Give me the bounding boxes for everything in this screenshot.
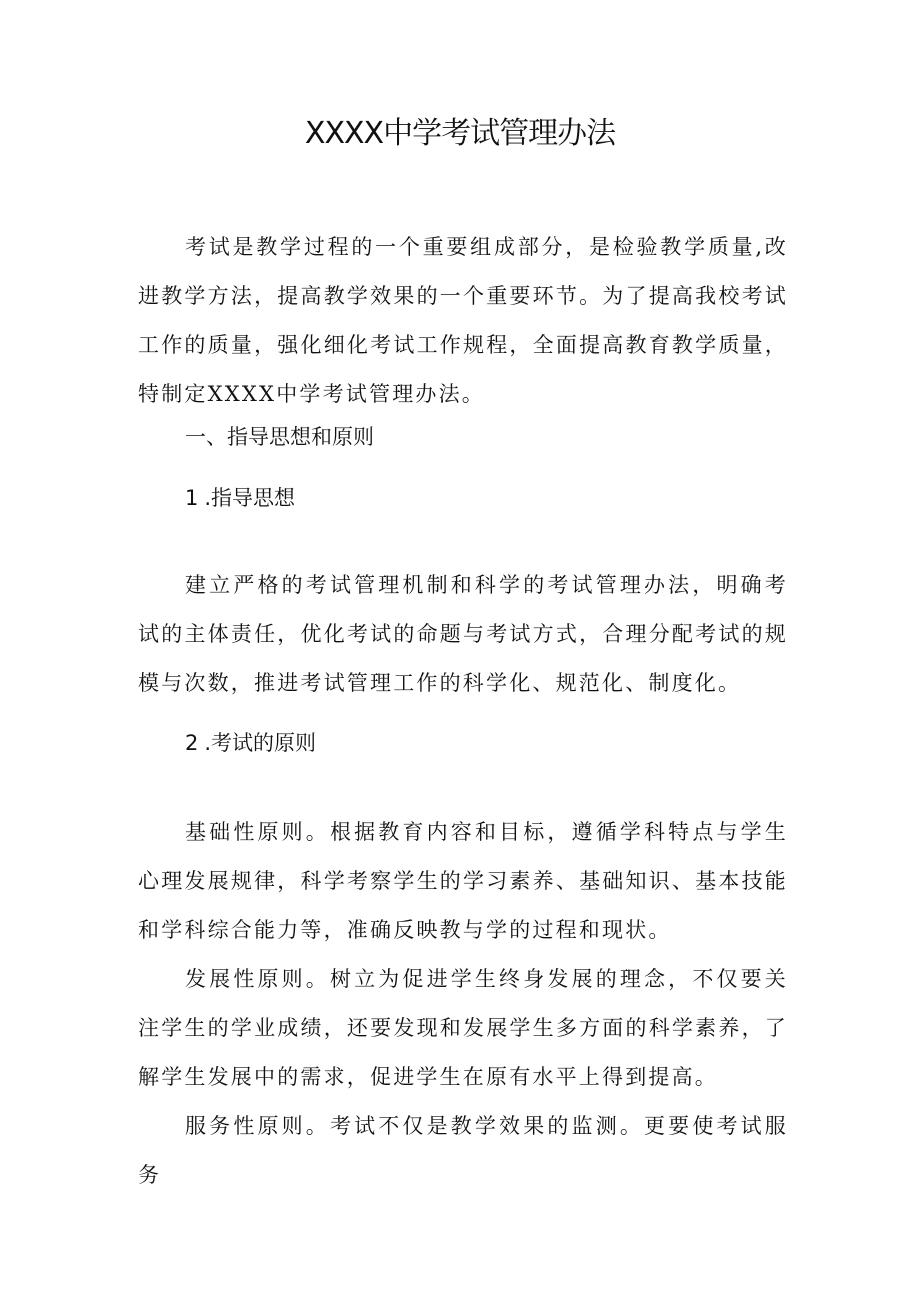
section-heading-guiding-principles: 一、指导思想和原则 [185,425,374,449]
intro-paragraph: 考试是教学过程的一个重要组成部分，是检验教学质量,改进教学方法，提高教学效果的一个重要环节。为了提高我校考试工作的质量，强化细化考试工作规程，全面提高教育教学质量，特制定XXXX中学考试管理办法。 [138,235,788,406]
principle-paragraph-basic: 基础性原则。根据教育内容和目标，遵循学科特点与学生心理发展规律，科学考察学生的学习素养、基础知识、基本技能和学科综合能力等，准确反映教与学的过程和现状。 [138,820,788,942]
guiding-ideology-paragraph: 建立严格的考试管理机制和科学的考试管理办法，明确考试的主体责任，优化考试的命题与考试方式，合理分配考试的规模与次数，推进考试管理工作的科学化、规范化、制度化。 [138,573,788,695]
subsection-number: 1 [185,486,199,510]
subsection-number: 2 [185,731,199,755]
principle-paragraph-development: 发展性原则。树立为促进学生终身发展的理念，不仅要关注学生的学业成绩，还要发现和发展学生多方面的科学素养，了解学生发展中的需求，促进学生在原有水平上得到提高。 [138,967,788,1089]
document-title: XXXX中学考试管理办法 [304,116,616,151]
principle-paragraph-service: 服务性原则。考试不仅是教学效果的监测。更要使考试服务 [138,1114,788,1187]
subsection-title: .考试的原则 [204,731,317,755]
subsection-title: .指导思想 [204,486,296,510]
subsection-heading-guiding-ideology [185,482,295,514]
subsection-heading-exam-principles [185,727,316,759]
